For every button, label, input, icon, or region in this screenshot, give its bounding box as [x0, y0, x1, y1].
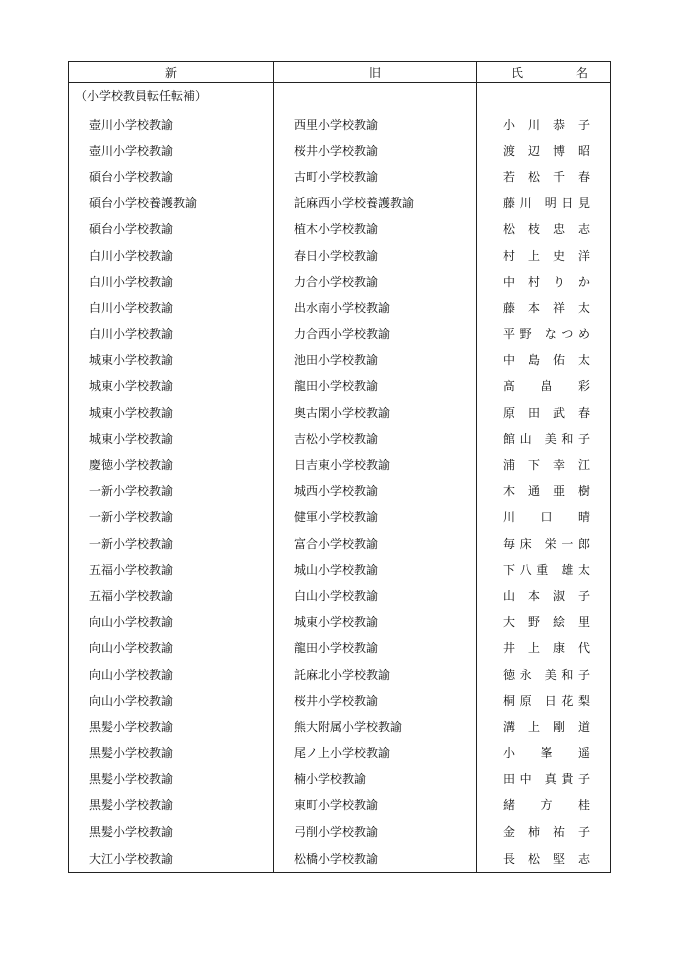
- table-row: [69, 844, 611, 873]
- new-position: 壺川小学校教諭: [69, 137, 274, 163]
- personnel-transfer-table: [68, 61, 611, 873]
- person-name-cell: [477, 530, 611, 556]
- table-row: [69, 713, 611, 739]
- new-position: 黒髪小学校教諭: [69, 792, 274, 818]
- old-position: 松橋小学校教諭: [274, 844, 477, 873]
- person-name: 中 島 佑 太: [503, 353, 590, 368]
- person-name-cell: [477, 321, 611, 347]
- new-position: 向山小学校教諭: [69, 687, 274, 713]
- person-name-cell: [477, 111, 611, 137]
- table-row: [69, 635, 611, 661]
- person-name: 井 上 康 代: [503, 641, 590, 656]
- person-name: 毎床 栄一郎: [503, 536, 590, 551]
- old-position: 東町小学校教諭: [274, 792, 477, 818]
- new-position: 向山小学校教諭: [69, 609, 274, 635]
- person-name-cell: [477, 635, 611, 661]
- table-row: [69, 740, 611, 766]
- person-name-cell: [477, 399, 611, 425]
- table-row: [69, 425, 611, 451]
- person-name: 田中 真貴子: [503, 772, 590, 787]
- section-title: （小学校教員転任転補）: [69, 83, 274, 112]
- person-name: 下八重 雄太: [503, 562, 590, 577]
- new-position: 黒髪小学校教諭: [69, 766, 274, 792]
- old-position: 熊大附属小学校教諭: [274, 713, 477, 739]
- table-row: [69, 451, 611, 477]
- table-row: [69, 111, 611, 137]
- old-position: 出水南小学校教諭: [274, 294, 477, 320]
- old-position: 託麻北小学校教諭: [274, 661, 477, 687]
- header-row: [69, 62, 611, 83]
- new-position: 碩台小学校養護教諭: [69, 190, 274, 216]
- old-position: 城東小学校教諭: [274, 609, 477, 635]
- table-row: [69, 556, 611, 582]
- table-row: [69, 818, 611, 844]
- table-row: [69, 294, 611, 320]
- person-name: 徳永 美和子: [503, 667, 590, 682]
- old-position: 桜井小学校教諭: [274, 687, 477, 713]
- old-position: 吉松小学校教諭: [274, 425, 477, 451]
- old-position: 健軍小学校教諭: [274, 504, 477, 530]
- person-name: 平野 なつめ: [503, 327, 590, 342]
- old-position: 池田小学校教諭: [274, 347, 477, 373]
- new-position: 向山小学校教諭: [69, 635, 274, 661]
- person-name: 桐原 日花梨: [503, 693, 590, 708]
- table-row: [69, 321, 611, 347]
- header-name-label: 氏 名: [511, 65, 588, 80]
- new-position: 城東小学校教諭: [69, 373, 274, 399]
- new-position: 大江小学校教諭: [69, 844, 274, 873]
- new-position: 向山小学校教諭: [69, 661, 274, 687]
- header-new: 新: [69, 62, 274, 83]
- person-name-cell: [477, 687, 611, 713]
- old-position: 弓削小学校教諭: [274, 818, 477, 844]
- person-name-cell: [477, 373, 611, 399]
- person-name: 村 上 史 洋: [503, 248, 590, 263]
- person-name: 小 川 恭 子: [503, 117, 590, 132]
- person-name: 木 通 亜 樹: [503, 484, 590, 499]
- person-name-cell: [477, 425, 611, 451]
- old-position: 尾ノ上小学校教諭: [274, 740, 477, 766]
- new-position: 一新小学校教諭: [69, 530, 274, 556]
- table-row: [69, 582, 611, 608]
- person-name: 髙 畠 彩: [503, 379, 590, 394]
- person-name-cell: [477, 347, 611, 373]
- table-row: [69, 137, 611, 163]
- old-position: 日吉東小学校教諭: [274, 451, 477, 477]
- person-name-cell: [477, 478, 611, 504]
- person-name-cell: [477, 740, 611, 766]
- old-position: 春日小学校教諭: [274, 242, 477, 268]
- table-row: [69, 216, 611, 242]
- new-position: 城東小学校教諭: [69, 347, 274, 373]
- person-name: 小 峯 遥: [503, 746, 590, 761]
- old-position: 桜井小学校教諭: [274, 137, 477, 163]
- table-row: [69, 687, 611, 713]
- person-name-cell: [477, 766, 611, 792]
- person-name-cell: [477, 163, 611, 189]
- person-name: 渡 辺 博 昭: [503, 143, 590, 158]
- table-row: [69, 163, 611, 189]
- person-name: 川 口 晴: [503, 510, 590, 525]
- old-position: 楠小学校教諭: [274, 766, 477, 792]
- new-position: 白川小学校教諭: [69, 321, 274, 347]
- person-name-cell: [477, 609, 611, 635]
- person-name: 溝 上 剛 道: [503, 719, 590, 734]
- old-position: 白山小学校教諭: [274, 582, 477, 608]
- person-name-cell: [477, 242, 611, 268]
- table-row: [69, 766, 611, 792]
- old-position: 植木小学校教諭: [274, 216, 477, 242]
- new-position: 五福小学校教諭: [69, 556, 274, 582]
- table-row: [69, 268, 611, 294]
- table-row: [69, 609, 611, 635]
- person-name: 緒 方 桂: [503, 798, 590, 813]
- old-position: 奥古閑小学校教諭: [274, 399, 477, 425]
- person-name: 山 本 淑 子: [503, 588, 590, 603]
- old-position: 託麻西小学校養護教諭: [274, 190, 477, 216]
- old-position: 龍田小学校教諭: [274, 373, 477, 399]
- person-name: 金 柿 祐 子: [503, 824, 590, 839]
- person-name: 藤 本 祥 太: [503, 300, 590, 315]
- person-name-cell: [477, 582, 611, 608]
- new-position: 白川小学校教諭: [69, 294, 274, 320]
- old-position: 古町小学校教諭: [274, 163, 477, 189]
- person-name-cell: [477, 137, 611, 163]
- section-row: [69, 83, 611, 112]
- table-row: [69, 373, 611, 399]
- person-name-cell: [477, 792, 611, 818]
- new-position: 城東小学校教諭: [69, 399, 274, 425]
- table-row: [69, 792, 611, 818]
- table-row: [69, 478, 611, 504]
- new-position: 碩台小学校教諭: [69, 216, 274, 242]
- person-name-cell: [477, 294, 611, 320]
- new-position: 黒髪小学校教諭: [69, 818, 274, 844]
- new-position: 一新小学校教諭: [69, 504, 274, 530]
- person-name: 若 松 千 春: [503, 169, 590, 184]
- person-name: 館山 美和子: [503, 431, 590, 446]
- person-name: 松 枝 忠 志: [503, 222, 590, 237]
- table-row: [69, 530, 611, 556]
- table-row: [69, 399, 611, 425]
- person-name-cell: [477, 556, 611, 582]
- new-position: 白川小学校教諭: [69, 268, 274, 294]
- old-position: 西里小学校教諭: [274, 111, 477, 137]
- person-name: 浦 下 幸 江: [503, 458, 590, 473]
- table-row: [69, 347, 611, 373]
- new-position: 壺川小学校教諭: [69, 111, 274, 137]
- new-position: 白川小学校教諭: [69, 242, 274, 268]
- new-position: 碩台小学校教諭: [69, 163, 274, 189]
- table-row: [69, 504, 611, 530]
- old-position: 力合小学校教諭: [274, 268, 477, 294]
- old-position: 城山小学校教諭: [274, 556, 477, 582]
- header-name: [477, 62, 611, 83]
- new-position: 城東小学校教諭: [69, 425, 274, 451]
- person-name-cell: [477, 190, 611, 216]
- new-position: 一新小学校教諭: [69, 478, 274, 504]
- new-position: 慶徳小学校教諭: [69, 451, 274, 477]
- person-name-cell: [477, 451, 611, 477]
- table-row: [69, 661, 611, 687]
- person-name-cell: [477, 661, 611, 687]
- person-name-cell: [477, 818, 611, 844]
- old-position: 富合小学校教諭: [274, 530, 477, 556]
- old-position: 城西小学校教諭: [274, 478, 477, 504]
- table-row: [69, 190, 611, 216]
- person-name-cell: [477, 713, 611, 739]
- person-name: 長 松 堅 志: [503, 851, 590, 866]
- old-position: 龍田小学校教諭: [274, 635, 477, 661]
- person-name: 藤川 明日見: [503, 196, 590, 211]
- new-position: 黒髪小学校教諭: [69, 713, 274, 739]
- person-name-cell: [477, 268, 611, 294]
- person-name: 原 田 武 春: [503, 405, 590, 420]
- header-old: 旧: [274, 62, 477, 83]
- table-row: [69, 242, 611, 268]
- person-name: 中 村 り か: [503, 274, 590, 289]
- new-position: 五福小学校教諭: [69, 582, 274, 608]
- person-name: 大 野 絵 里: [503, 615, 590, 630]
- new-position: 黒髪小学校教諭: [69, 740, 274, 766]
- person-name-cell: [477, 844, 611, 873]
- person-name-cell: [477, 216, 611, 242]
- old-position: 力合西小学校教諭: [274, 321, 477, 347]
- person-name-cell: [477, 504, 611, 530]
